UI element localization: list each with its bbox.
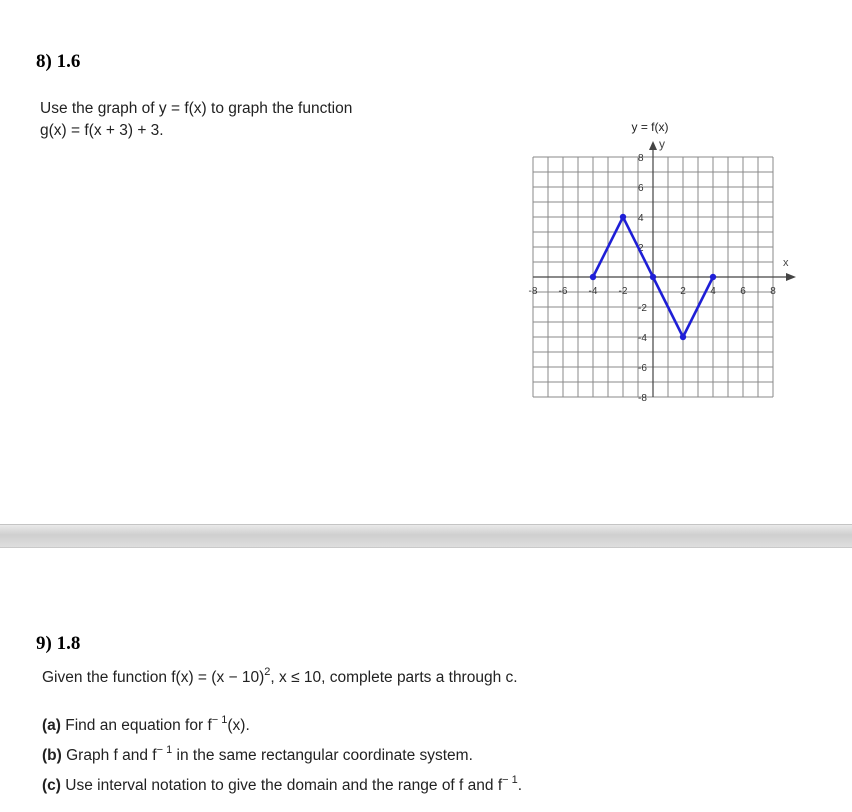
intro-text: Given the function f(x) = (x − 10) bbox=[42, 669, 265, 687]
x-tick-label: -4 bbox=[588, 286, 598, 297]
part-a-text: Find an equation for f bbox=[65, 717, 212, 735]
x-tick-label: 4 bbox=[710, 286, 716, 297]
function-point bbox=[620, 214, 626, 220]
part-c bbox=[42, 770, 522, 797]
part-c-label: (c) bbox=[42, 777, 61, 795]
part-b-tail: in the same rectangular coordinate system. bbox=[176, 747, 473, 765]
part-c-exponent: − 1 bbox=[502, 774, 518, 786]
y-tick-label: 6 bbox=[638, 183, 644, 194]
section-divider bbox=[0, 524, 852, 548]
intro-tail: , x ≤ 10, complete parts a through c. bbox=[270, 669, 518, 687]
part-b-text: Graph f and f bbox=[66, 747, 157, 765]
question-9-heading: 9) 1.8 bbox=[36, 633, 81, 654]
question-8-line-2: g(x) = f(x + 3) + 3. bbox=[40, 122, 164, 139]
question-8-heading: 8) 1.6 bbox=[36, 51, 81, 72]
x-tick-label: 8 bbox=[770, 286, 776, 297]
graph-title: y = f(x) bbox=[631, 120, 669, 134]
y-tick-label: 2 bbox=[638, 243, 644, 254]
intro-exponent: 2 bbox=[264, 666, 271, 678]
graph-axes bbox=[533, 137, 796, 397]
part-a-label: (a) bbox=[42, 717, 61, 735]
function-point bbox=[710, 274, 716, 280]
y-tick-label: -6 bbox=[638, 363, 647, 374]
y-tick-label: -8 bbox=[638, 393, 647, 404]
x-tick-label: -8 bbox=[528, 286, 538, 297]
question-9-intro bbox=[42, 662, 518, 689]
part-c-text: Use interval notation to give the domain and the range of f and f bbox=[65, 777, 503, 795]
y-axis-label: y bbox=[659, 137, 665, 151]
part-c-tail: . bbox=[517, 777, 523, 795]
x-tick-label: -2 bbox=[618, 286, 628, 297]
x-tick-label: 6 bbox=[740, 286, 746, 297]
y-tick-label: -2 bbox=[638, 303, 647, 314]
y-axis-arrow bbox=[649, 141, 657, 150]
part-b-label: (b) bbox=[42, 747, 62, 765]
x-tick-label: -6 bbox=[558, 286, 568, 297]
function-point bbox=[680, 334, 686, 340]
y-tick-label: 4 bbox=[638, 213, 644, 224]
x-axis-label: x bbox=[783, 257, 789, 269]
part-b bbox=[42, 740, 473, 767]
question-8-line-1: Use the graph of y = f(x) to graph the function bbox=[40, 100, 353, 117]
part-b-exponent: − 1 bbox=[156, 744, 173, 756]
y-tick-label: -4 bbox=[638, 333, 647, 344]
y-tick-label: 8 bbox=[638, 153, 644, 164]
part-a bbox=[42, 710, 250, 737]
part-a-tail: (x). bbox=[227, 717, 250, 735]
x-axis-arrow bbox=[786, 273, 796, 281]
function-point bbox=[650, 274, 656, 280]
part-a-exponent: − 1 bbox=[211, 714, 228, 726]
function-point bbox=[590, 274, 596, 280]
x-tick-label: 2 bbox=[680, 286, 686, 297]
